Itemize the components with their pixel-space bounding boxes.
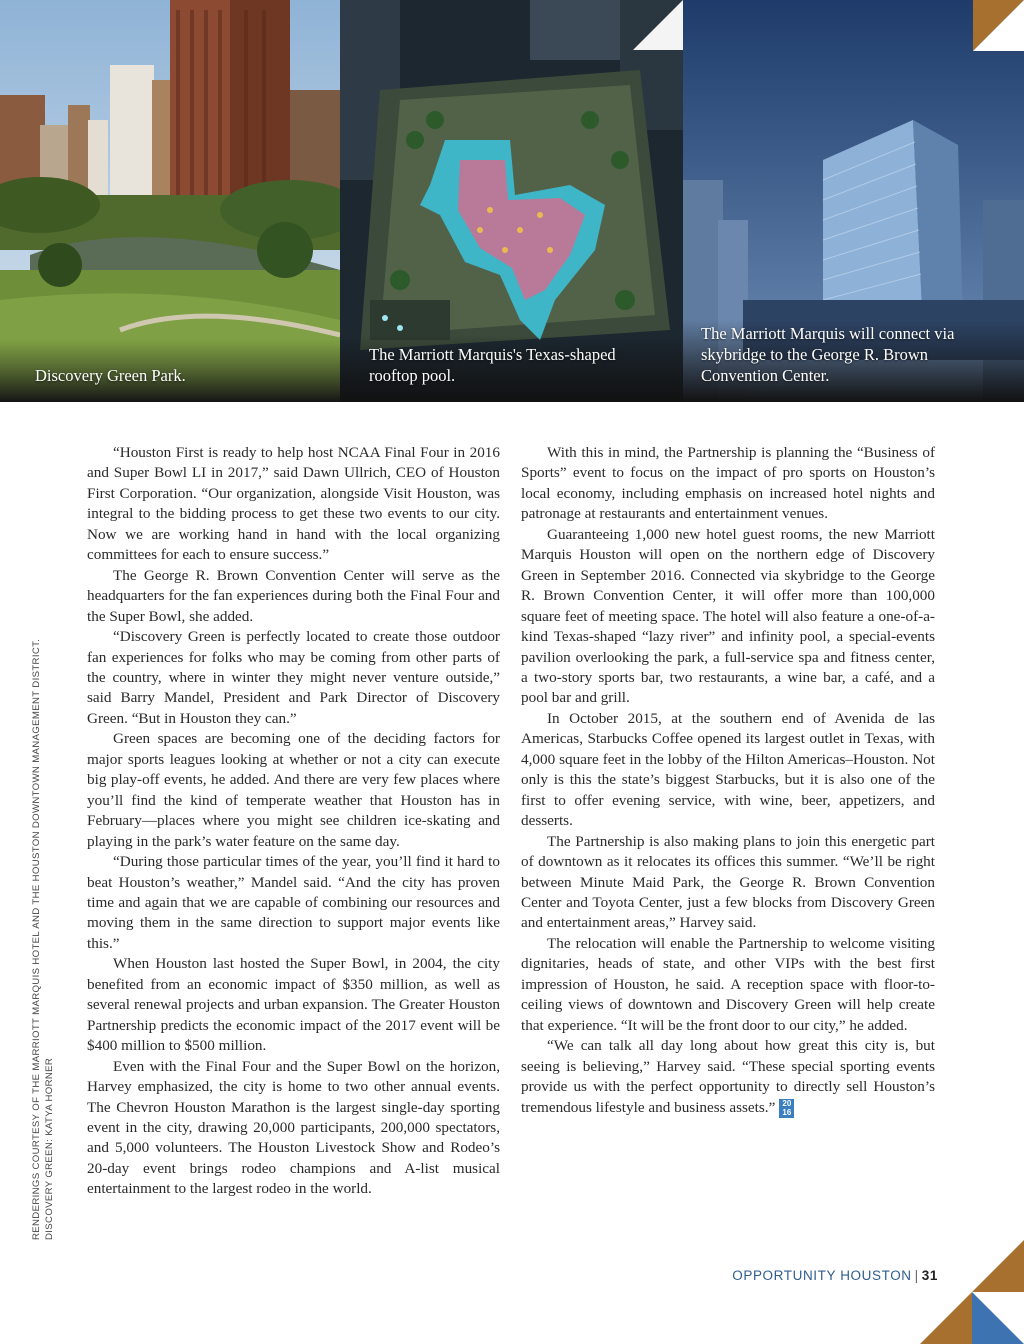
paragraph: With this in mind, the Partnership is planning the “Business of Sports” event to focus on the impact of pro sports on Houston’s local economy, including emphasis on increased hotel nights and patronage at restaurants and entertainment venues. [521, 444, 935, 523]
paragraph: In October 2015, at the southern end of Avenida de las Americas, Starbucks Coffee opened its largest outlet in Texas, with 4,000 square feet in the lobby of the Hilton Americas–Houston. Not only is this the state’s biggest Starbucks, but it is also one of the first to offer evening service, with wine, beer, appetizers, and desserts. [521, 709, 935, 830]
paragraph: When Houston last hosted the Super Bowl, in 2004, the city benefited from an economic impact of $350 million, as well as several renewal projects and urban expansion. The Greater Houston Partnership predicts the economic impact of the 2017 event will be $400 million to $500 million. [87, 955, 500, 1055]
discovery-green-image [0, 0, 340, 402]
paragraph: The relocation will enable the Partnership to welcome visiting dignitaries, heads of state, and other VIPs with the best first impression of Houston, he said. A reception space with floor-to-ceiling views of downtown and Discovery Green will help create that experience. “It will be the front door to our city,” he added. [521, 934, 935, 1034]
photo-credit [30, 620, 66, 1240]
photo-caption: The Marriott Marquis's Texas-shaped rooftop pool. [369, 345, 616, 385]
photo-credit-line: DISCOVERY GREEN: KATYA HORNER [44, 1057, 55, 1240]
final-paragraph-text: “We can talk all day long about how great this city is, but seeing is believing,” Harvey said. “These special sporting events provide us with the perfect opportunity to directly sell Houston’s tremendous lifestyle and business assets.” [521, 1037, 935, 1116]
photo-credit-line: RENDERINGS COURTESY OF THE MARRIOTT MARQUIS HOTEL AND THE HOUSTON DOWNTOWN MANAGEMENT DISTRICT. [31, 638, 42, 1240]
end-of-article-icon [779, 1099, 794, 1118]
paragraph: Green spaces are becoming one of the deciding factors for major sports leagues looking at whether or not a city can execute big play-off events, he added. And there are very few places where you’ll find the kind of temperate weather that Houston has in February––places where you might see children ice-skating and playing in the park’s water feature on the same day. [87, 730, 500, 850]
paragraph [521, 1036, 935, 1118]
photo-band [0, 0, 1024, 402]
paragraph: “During those particular times of the year, you’ll find it hard to beat Houston’s weather,” Mandel said. “And the city has proven time and again that we are capable of combining our resources and moving them in the same direction to support major events like this.” [87, 853, 500, 952]
page-footer [732, 1268, 938, 1283]
paragraph: Even with the Final Four and the Super Bowl on the horizon, Harvey emphasized, the city is home to two other annual events. The Chevron Houston Marathon is the largest single-day sporting event in the city, drawing 20,000 participants, 200,000 spectators, and 5,000 volunteers. The Houston Livestock Show and Rodeo’s 20-day event brings rodeo champions and A-list musical entertainment to the largest rodeo in the world. [87, 1057, 500, 1198]
article-right-column [521, 443, 935, 1118]
photo-caption: Discovery Green Park. [35, 366, 186, 385]
corner-triangles-decoration [920, 1240, 1024, 1344]
photo-discovery-green [0, 0, 340, 402]
article-left-column [87, 443, 500, 1200]
photo-marriott-tower [683, 0, 1024, 402]
paragraph: “Discovery Green is perfectly located to create those outdoor fan experiences for folks who may be coming from other parts of the country, where in winter they might never venture outside,” said Barry Mandel, President and Park Director of Discovery Green. “But in Houston they can.” [87, 628, 500, 727]
page-number: 31 [921, 1268, 938, 1283]
paragraph: The George R. Brown Convention Center will serve as the headquarters for the fan experiences during both the Final Four and the Super Bowl, she added. [87, 566, 500, 625]
corner-triangle-decoration [633, 0, 683, 50]
paragraph: Guaranteeing 1,000 new hotel guest rooms, the new Marriott Marquis Houston will open on the northern edge of Discovery Green in September 2016. Connected via skybridge to the George R. Brown Convention Center, it will offer more than 100,000 square feet of meeting space. The hotel will also feature a one-of-a-kind Texas-shaped “lazy river” and infinity pool, a special-events pavilion overlooking the park, a full-service spa and fitness center, a two-story sports bar, two restaurants, a wine bar, a café, and a pool bar and grill. [521, 525, 935, 707]
paragraph: “Houston First is ready to help host NCAA Final Four in 2016 and Super Bowl LI in 2017,” said Dawn Ullrich, CEO of Houston First Corporation. “Our organization, alongside Visit Houston, was integral to the bidding process to get these two events to our city. Now we are working hand in hand with the local organizing committees for each to ensure success.” [87, 444, 500, 564]
end-mark-top: 20 [782, 1098, 792, 1108]
photo-caption: The Marriott Marquis will connect via skybridge to the George R. Brown Convention Center. [701, 324, 955, 385]
footer-separator: | [914, 1268, 919, 1283]
end-mark-bottom: 16 [782, 1107, 792, 1117]
rooftop-pool-image [340, 0, 683, 402]
publication-name: OPPORTUNITY HOUSTON [732, 1268, 912, 1283]
corner-triangle-decoration [973, 0, 1024, 51]
photo-rooftop-pool [340, 0, 683, 402]
paragraph: The Partnership is also making plans to join this energetic part of downtown as it relocates its offices this summer. “We’ll be right between Minute Maid Park, the George R. Brown Convention Center and Toyota Center, just a few blocks from Discovery Green and entertainment areas,” Harvey said. [521, 832, 935, 932]
